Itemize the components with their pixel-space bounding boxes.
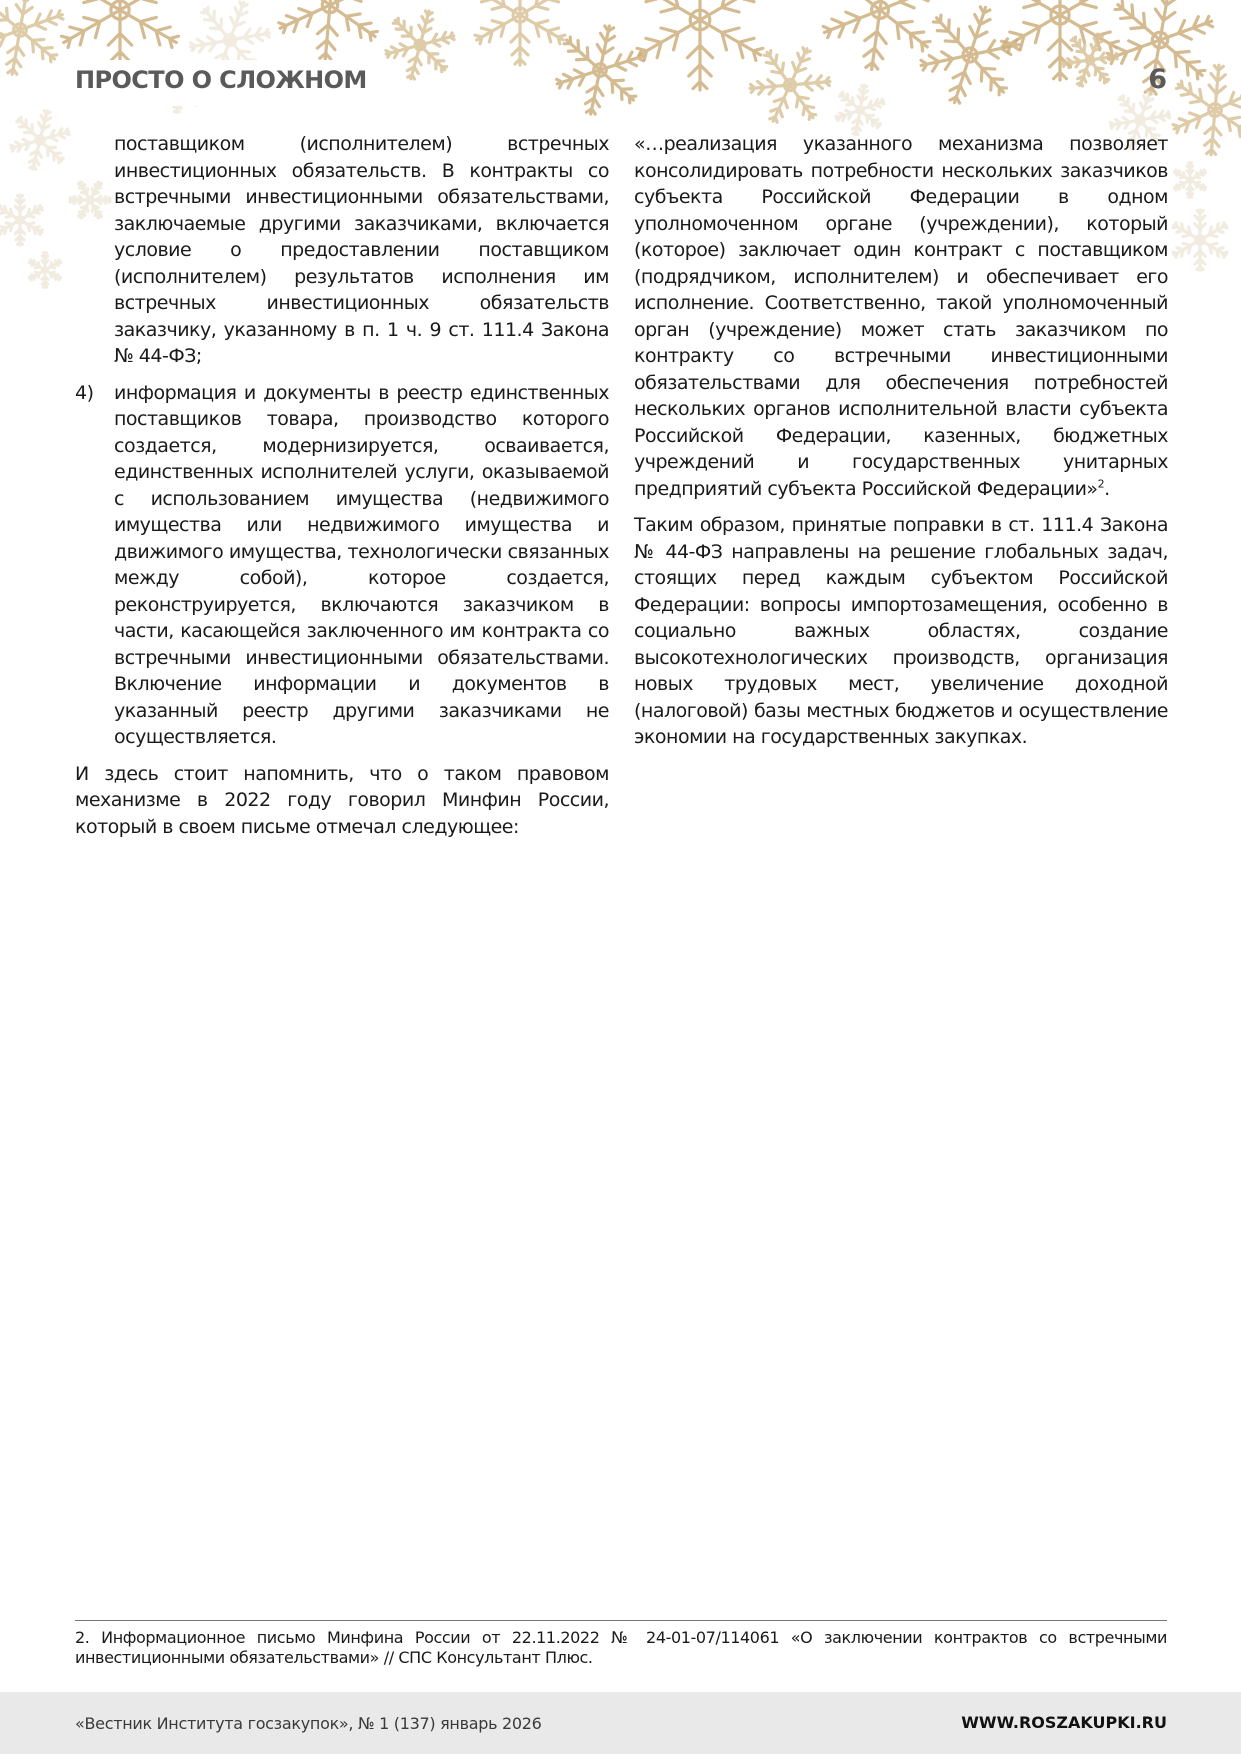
- quote-paragraph: [634, 131, 1168, 502]
- right-column: [634, 131, 1168, 761]
- page-number: 6: [1148, 64, 1167, 95]
- quote-end: .: [1104, 477, 1110, 500]
- snowflake-8: [738, 33, 841, 138]
- list-item-continuation: поставщиком (исполнителем) встречных инвестиционных обязательств. В контракты со встречными инвестиционными обязательствами, заключаемые другими заказчиками, включается условие о предоставлении поставщиком (исполнителем) результатов исполнения им встречных инвестиционных обязательств заказчику, указанному в п. 1 ч. 9 ст. 111.4 Закона № 44-ФЗ;: [114, 133, 609, 367]
- left-column: [75, 131, 609, 850]
- snowflake-17: [0, 195, 44, 245]
- footnote-reference[interactable]: 2: [1097, 477, 1105, 491]
- body-paragraph: И здесь стоит напомнить, что о таком правовом механизме в 2022 году говорил Минфин России, который в своем письме отмечал следующее:: [75, 762, 609, 838]
- snowflake-13: [1168, 61, 1241, 158]
- quote-text: «…реализация указанного механизма позволяет консолидировать потребности нескольких заказчиков субъекта Российской Федерации в одном уполномоченном органе (учреждении), который (которое) заключает один контракт с поставщиком (подрядчиком, исполнителем) и обеспечивает его исполнение. Соответственно, такой уполномоченный орган (учреждение) может стать заказчиком по контракту со встречными инвестиционными обязательствами для обеспечения потребностей нескольких органов исполнительной власти субъекта Российской Федерации, казенных, бюджетных учреждений и государственных унитарных предприятий субъекта Российской Федерации»: [634, 133, 1168, 500]
- list-item: [75, 380, 609, 751]
- snowflake-16: [5, 104, 75, 176]
- footnote: 2. Информационное письмо Минфина России от 22.11.2022 № 24-01-07/114061 «О заключении контрактов со встречными инвестиционными обязательствами» // СПС Консультант Плюс.: [75, 1628, 1167, 1667]
- snowflake-10: [909, 0, 1031, 117]
- snowflake-19: [28, 253, 61, 288]
- snowflake-5: [472, 0, 568, 65]
- body-paragraph: Таким образом, принятые поправки в ст. 111.4 Закона № 44-ФЗ направлены на решение глобальных задач, стоящих перед каждым субъектом Российской Федерации: вопросы импортозамещения, особенно в социально важных областях, создание высокотехнологических производств, организация новых трудовых мест, увеличение доходной (налоговой) базы местных бюджетов и осуществление экономии на государственных закупках.: [634, 514, 1168, 748]
- snowflake-4: [379, 3, 462, 88]
- page-footer: [0, 1692, 1241, 1754]
- snowflake-15: [1171, 210, 1228, 270]
- snowflake-21: [1173, 163, 1206, 198]
- section-title: ПРОСТО О СЛОЖНОМ: [75, 66, 367, 94]
- snowflake-6: [549, 17, 652, 123]
- snowflake-3: [273, 0, 387, 64]
- snowflake-0: [0, 0, 70, 82]
- snowflake-7: [633, 0, 767, 90]
- footnote-divider: [75, 1620, 1167, 1621]
- list-item-number: 4): [75, 381, 94, 404]
- list-item-text: информация и документы в реестр единственных поставщиков товара, производство которого создается, модернизируется, осваивается, единственных исполнителей услуги, оказываемой с использованием имущества (недвижимого имущества или недвижимого имущества и движимого имущества, технологически связанных между собой), которое создается, реконструируется, включаются заказчиком в части, касающейся заключенного им контракта со встречными инвестиционными обязательствами. Включение информации и документов в указанный реестр другими заказчиками не осуществляется.: [114, 381, 609, 748]
- publication-info: «Вестник Института госзакупок», № 1 (137) январь 2026: [75, 1714, 542, 1733]
- website-link[interactable]: WWW.ROSZAKUPKI.RU: [961, 1713, 1167, 1732]
